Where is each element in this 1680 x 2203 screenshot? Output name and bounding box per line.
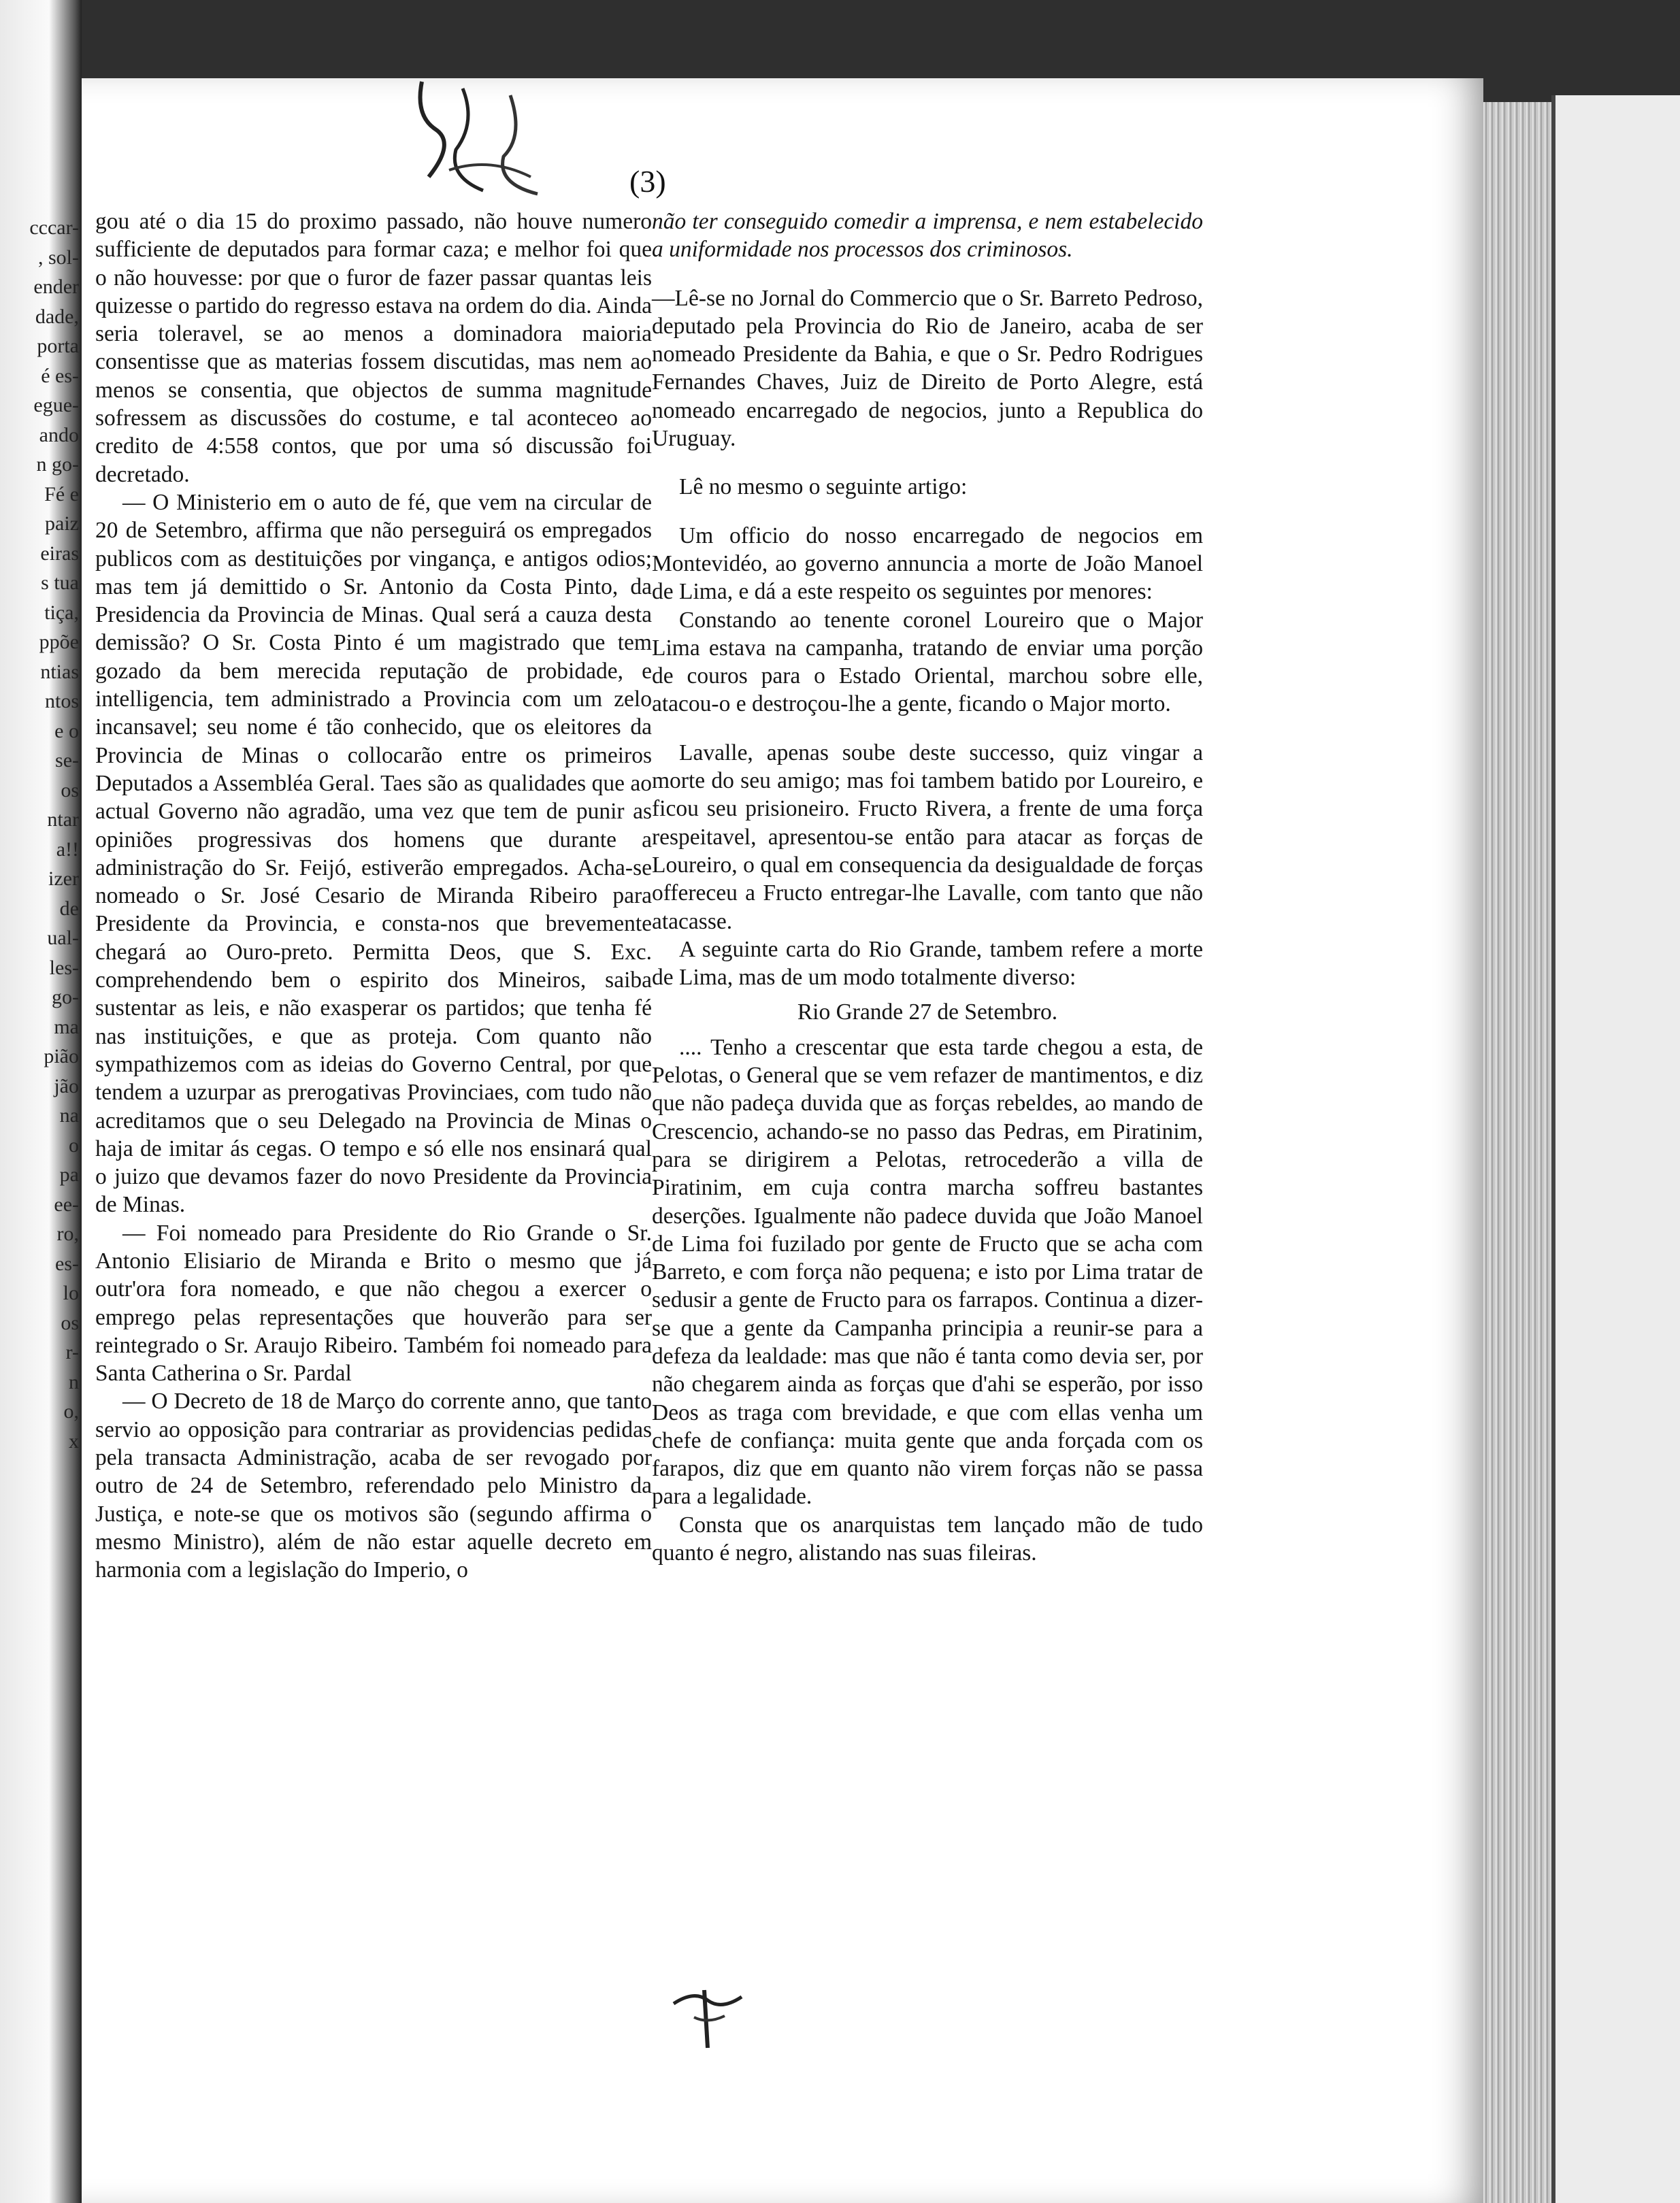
article-paragraph: — Foi nomeado para Presidente do Rio Grande o Sr. Antonio Elisiario de Miranda e Brito o mesmo que já outr'ora fora nomeado, e que não chegou a exercer o emprego pelas representações que houverão para ser reintegrado o Sr. Araujo Ribeiro. Também foi nomeado para Santa Catherina o Sr. Pardal: [95, 1220, 652, 1387]
left-page-edge: [0, 0, 82, 2203]
margin-text-fragment: na: [59, 1104, 79, 1127]
article-paragraph: —Lê-se no Jornal do Commercio que o Sr. Barreto Pedroso, deputado pela Provincia do Rio de Janeiro, acaba de ser nomeado Presidente da Bahia, e que o Sr. Pedro Rodrigues Fernandes Chaves, Juiz de Direito de Porto Alegre, está nomeado encarregado de negocios, junto a Republica do Uruguay.: [652, 285, 1203, 452]
margin-text-fragment: ppõe: [39, 631, 79, 653]
margin-text-fragment: izer: [48, 867, 79, 890]
margin-text-fragment: pião: [44, 1045, 79, 1067]
left-column: [95, 208, 652, 1585]
article-paragraph: .... Tenho a crescentar que esta tarde chegou a esta, de Pelotas, o General que se vem refazer de mantimentos, e diz que não padeça duvida que as forças rebeldes, ao mando de Crescencio, achando-se no passo das Pedras, em Piratinim, para se dirigirem a Pelotas, retrocederão a villa de Piratinim, em cuja contra marcha soffreu bastantes deserções. Igualmente não padece duvida que João Manoel de Lima foi fuzilado por gente de Fructo que se acha com Barreto, e com força não pequena; e isto por Lima tratar de sedusir a gente de Fructo para os farrapos. Continua a dizer-se que a gente da Campanha principia a reunir-se para a defeza da lealdade: mas que não é tanta como devia ser, por não chegarem ainda as forças que d'ahi se esperão, por isso Deos as traga com brevidade, e que com ellas venha um chefe de confiança: muita gente que anda forçada com os farapos, diz que em quanto não virem forças não se passa para a legalidade.: [652, 1034, 1203, 1510]
margin-text-fragment: ntias: [40, 660, 79, 683]
margin-text-fragment: de: [59, 897, 79, 920]
margin-text-fragment: x: [69, 1429, 79, 1453]
article-paragraph: Lê no mesmo o seguinte artigo:: [679, 474, 968, 500]
margin-text-fragment: ma: [54, 1015, 79, 1038]
right-column: [652, 208, 1203, 1567]
margin-text-fragment: é es-: [41, 364, 79, 387]
margin-text-fragment: s tua: [41, 572, 79, 594]
margin-text-fragment: es-: [55, 1252, 79, 1275]
article-paragraph: Consta que os anarquistas tem lançado mão de tudo quanto é negro, alistando nas suas fileiras.: [652, 1512, 1203, 1566]
article-paragraph: — O Decreto de 18 de Março do corrente anno, que tanto servio ao opposição para contrariar as providencias pedidas pela transacta Administração, acaba de ser revogado por outro de 24 de Setembro, referendado pelo Ministro da Justiça, e note-se que os motivos são (segundo affirma o mesmo Ministro), além de não estar aquelle decreto em harmonia com a legislação do Imperio, o: [95, 1389, 652, 1583]
ink-scribble-mark: [408, 75, 558, 204]
page-number: (3): [629, 164, 666, 199]
margin-text-fragment: ntar: [47, 808, 79, 831]
margin-text-fragment: cccar-: [29, 216, 79, 239]
margin-text-fragment: , sol-: [38, 246, 79, 269]
margin-text-fragment: ual-: [47, 927, 79, 949]
margin-text-fragment: ee-: [54, 1193, 79, 1216]
margin-text-fragment: os: [61, 1311, 79, 1334]
article-paragraph: Constando ao tenente coronel Loureiro que o Major Lima estava na campanha, tratando de enviar uma porção de couros para o Estado Oriental, marchou sobre elle, atacou-o e destroçou-lhe a gente, ficando o Major morto.: [652, 607, 1203, 717]
article-paragraph: — O Ministerio em o auto de fé, que vem na circular de 20 de Setembro, affirma que não perseguirá os empregados publicos com as destituições por vingança, e antigos odios; mas tem já demittido o Sr. Antonio da Costa Pinto, da Presidencia da Provincia de Minas. Qual será a cauza desta demissão? O Sr. Costa Pinto é um magistrado que tem gozado da bem merecida reputação de probidade, e intelligencia, tem administrado a Provincia com um zelo incansavel; seu nome é tão conhecido, que os eleitores da Provincia de Minas o collocarão entre os primeiros Deputados a Assembléa Geral. Taes são as qualidades que ao actual Governo não agradão, uma vez que tem de punir as opiniões progressivas dos homens que durante a administração do Sr. Feijó, estiverão empregados. Acha-se nomeado o Sr. José Cesario de Miranda Ribeiro para Presidente da Provincia, e consta-nos que brevemente chegará ao Ouro-preto. Permitta Deos, que S. Exc. comprehendendo bem o espirito dos Mineiros, saiba sustentar as leis, e não exasperar os partidos; que tenha fé nas instituições, e que as proteja. Com quanto não sympathizemos com as ideias do Governo Central, por que tendem a uzurpar as prerogativas Provinciaes, com tudo não acreditamos que o seu Delegado na Provincia de Minas o haja de imitar ás cegas. O tempo e só elle nos ensinará qual o juizo que devamos fazer do novo Presidente da Provincia de Minas.: [95, 489, 652, 1218]
article-paragraph: Um officio do nosso encarregado de negocios em Montevidéo, ao governo annuncia a morte de João Manoel de Lima, e dá a este respeito os seguintes por menores:: [652, 523, 1203, 605]
margin-text-fragment: dade,: [35, 305, 79, 328]
margin-text-fragment: porta: [37, 335, 79, 357]
article-paragraph: gou até o dia 15 do proximo passado, não houve numero sufficiente de deputados para formar caza; e melhor foi que o não houvesse: por que o furor de fazer passar quantas leis quizesse o partido do regresso estava na ordem do dia. Ainda seria toleravel, se ao menos a dominadora maioria consentisse que as materias fossem discutidas, mas nem ao menos se consentia, que objectos de summa magnitude sofressem as discussões do costume, e tal aconteceo ao credito de 4:558 contos, que por uma só discussão foi decretado.: [95, 209, 652, 487]
margin-text-fragment: eiras: [40, 542, 79, 565]
letter-dateline: Rio Grande 27 de Setembro.: [797, 999, 1058, 1025]
book-cover-board: [1551, 95, 1680, 2203]
margin-text-fragment: ender: [33, 276, 79, 298]
margin-text-fragment: n go-: [36, 453, 79, 476]
margin-text-fragment: os: [61, 778, 79, 801]
margin-text-fragment: les-: [49, 956, 79, 979]
article-paragraph: Lavalle, apenas soube deste successo, quiz vingar a morte do seu amigo; mas foi tambem batido por Loureiro, e ficou seu prisioneiro. Fructo Rivera, a frente de uma força respeitavel, apresentou-se então para atacar as forças de Loureiro, o qual em consequencia da desigualdade de forças offereceu a Fructo entregar-lhe Lavalle, com tanto que não atacasse.: [652, 740, 1203, 934]
margin-text-fragment: se-: [55, 749, 79, 772]
margin-text-fragment: Fé e: [44, 482, 79, 506]
article-paragraph: A seguinte carta do Rio Grande, tambem refere a morte de Lima, mas de um modo totalmente diverso:: [652, 936, 1203, 991]
margin-text-fragment: ando: [39, 423, 79, 446]
margin-text-fragment: paiz: [45, 512, 79, 535]
margin-text-fragment: o: [69, 1133, 79, 1157]
margin-text-fragment: jão: [54, 1074, 79, 1097]
article-paragraph: não ter conseguido comedir a imprensa, e nem estabelecido a uniformidade nos processos dos criminosos.: [652, 209, 1203, 263]
margin-text-fragment: tiça,: [44, 601, 79, 624]
margin-text-fragment: o,: [63, 1400, 79, 1423]
margin-text-fragment: pa: [59, 1163, 79, 1186]
margin-text-fragment: egue-: [33, 394, 79, 416]
margin-text-fragment: ntos: [44, 690, 79, 712]
ink-ornament-mark: [667, 1976, 748, 2051]
margin-text-fragment: e o: [54, 719, 79, 742]
margin-text-fragment: n: [69, 1370, 79, 1393]
margin-text-fragment: go-: [52, 986, 79, 1008]
margin-text-fragment: r-: [65, 1341, 79, 1363]
margin-text-fragment: lo: [63, 1282, 79, 1304]
margin-text-fragment: ro,: [56, 1223, 79, 1245]
margin-text-fragment: a!!: [56, 838, 79, 861]
